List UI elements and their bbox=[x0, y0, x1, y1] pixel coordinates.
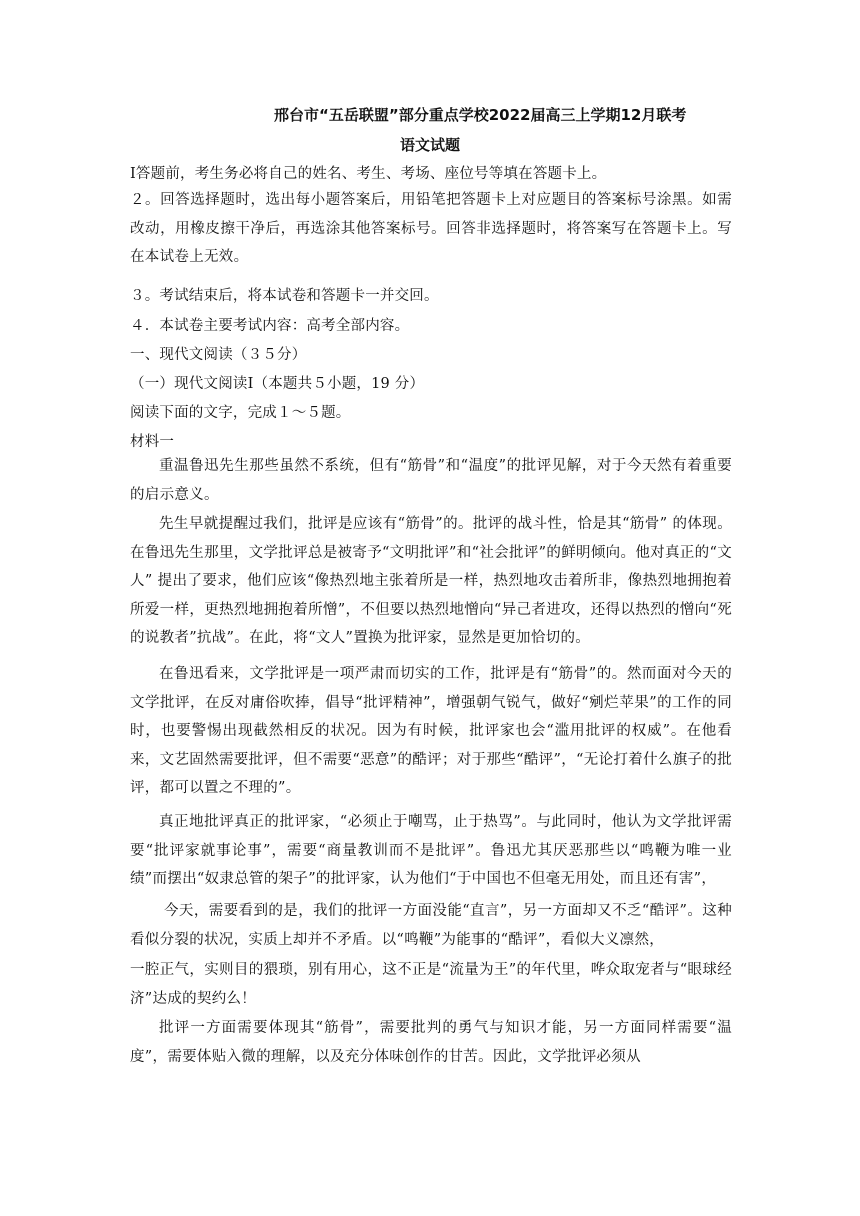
paragraph-1: 重温鲁迅先生那些虽然不系统，但有“筋骨”和“温度”的批评见解，对于今天然有着重要的启示意义。 bbox=[130, 458, 732, 503]
instruction-2: ２。回答选择题时，选出每小题答案后，用铅笔把答题卡上对应题目的答案标号涂黑。如需改动，用橡皮擦干净后，再选涂其他答案标号。回答非选择题时，将答案写在答题卡上。写在本试卷上无效。 bbox=[130, 192, 732, 265]
section-subheading: （一）现代文阅读Ⅰ（本题共５小题，19 分） bbox=[130, 376, 425, 392]
material-label: 材料一 bbox=[130, 434, 175, 450]
section-heading: 一、现代文阅读（３５分） bbox=[130, 347, 307, 363]
paragraph-2: 先生早就提醒过我们，批评是应该有“筋骨”的。批评的战斗性，恰是其“筋骨” 的体现。在鲁迅先生那里，文学批评总是被寄予“文明批评”和“社会批评”的鲜明倾向。他对真正的“文人” 提出了要求，他们应该“像热烈地主张着所是一样，热烈地攻击着所非，像热烈地拥抱着所爱一样，更热烈地拥抱着所憎”，不但要以热烈地憎向“异己者进攻，还得以热烈的憎向“死的说教者”抗战”。在此，将“文人”置换为批评家，显然是更加恰切的。 bbox=[130, 516, 732, 646]
exam-subtitle: 语文试题 bbox=[400, 136, 461, 154]
paragraph-5-continued: 一腔正气，实则目的猥琐，别有用心，这不正是“流量为王”的年代里，哗众取宠者与“眼球经济”达成的契约么！ bbox=[130, 962, 732, 1007]
instruction-3: ３。考试结束后，将本试卷和答题卡一并交回。 bbox=[130, 288, 439, 304]
paragraph-5: 今天，需要看到的是，我们的批评一方面没能“直言”，另一方面却又不乏“酷评”。这种看似分裂的状况，实质上却并不矛盾。以“鸣鞭”为能事的“酷评”，看似大义凛然， bbox=[130, 903, 732, 948]
instruction-1: Ⅰ答题前，考生务必将自己的姓名、考生、考场、座位号等填在答题卡上。 bbox=[130, 166, 607, 182]
reading-directive: 阅读下面的文字，完成１～５题。 bbox=[130, 405, 351, 421]
paragraph-6: 批评一方面需要体现其“筋骨”，需要批判的勇气与知识才能，另一方面同样需要“温度”，需要体贴入微的理解，以及充分体味创作的甘苦。因此，文学批评必须从 bbox=[130, 1020, 732, 1065]
paragraph-3: 在鲁迅看来，文学批评是一项严肃而切实的工作，批评是有“筋骨”的。然而面对今天的文学批评，在反对庸俗吹捧，倡导“批评精神”，增强朝气锐气，做好“剜烂苹果”的工作的同时，也要警惕出现截然相反的状况。因为有时候，批评家也会“滥用批评的权威”。在他看来，文艺固然需要批评，但不需要“恶意”的酷评；对于那些“酷评”，“无论打着什么旗子的批评，都可以置之不理的”。 bbox=[130, 666, 732, 796]
instruction-4: ４．本试卷主要考试内容：高考全部内容。 bbox=[130, 318, 410, 334]
exam-title: 邢台市“五岳联盟”部分重点学校2022届高三上学期12月联考 bbox=[274, 106, 687, 124]
paragraph-4: 真正地批评真正的批评家，“必须止于嘲骂，止于热骂”。与此同时，他认为文学批评需要“批评家就事论事”，需要“商量教训而不是批评”。鲁迅尤其厌恶那些以“鸣鞭为唯一业绩”而摆出“奴隶总管的架子”的批评家，认为他们“于中国也不但毫无用处，而且还有害”， bbox=[130, 814, 732, 887]
